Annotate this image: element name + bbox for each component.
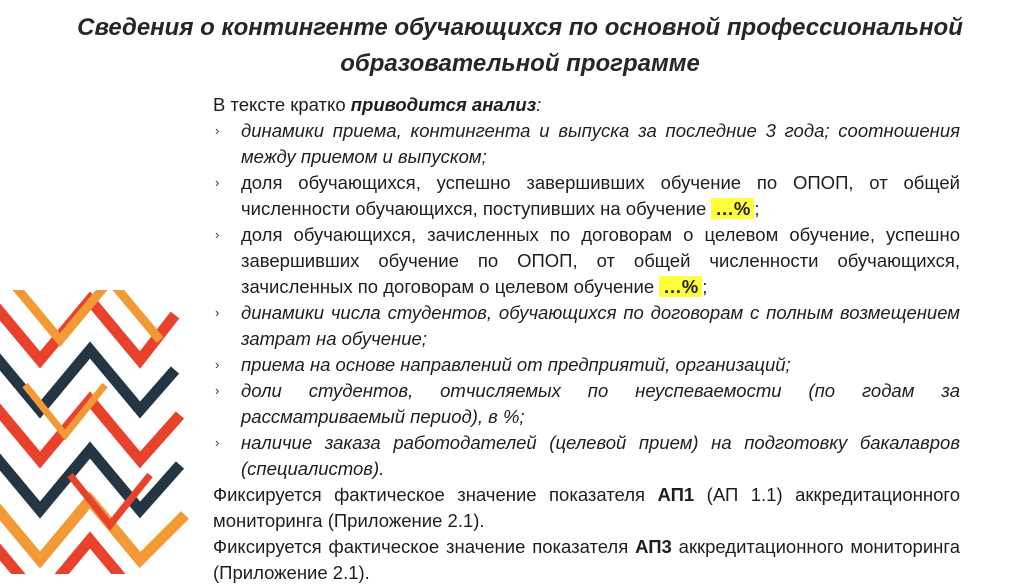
percent-placeholder: …%: [659, 276, 702, 297]
content-block: [213, 92, 960, 586]
list-item: [213, 222, 960, 300]
intro-emphasis: приводится анализ: [350, 94, 537, 115]
indicator-paragraph-ap1: [213, 482, 960, 534]
paragraph-tail: (АП 1.1) аккредитационного мониторинга (Приложение 2.1).: [213, 484, 960, 531]
bullet-icon: ›: [215, 305, 220, 320]
list-item-text: доли студентов, отчисляемых по неуспеваемости (по годам за рассматриваемый период), в %;: [241, 380, 960, 427]
list-item-text: доля обучающихся, зачисленных по договорам о целевом обучение, успешно завершивших обучение по ОПОП, от общей численности обучающихся, зачисленных по договорам о целевом обучение: [241, 224, 960, 297]
list-item-tail: ;: [702, 276, 708, 297]
list-item: [213, 378, 960, 430]
bullet-icon: ›: [215, 175, 220, 190]
decorative-chevron-pattern: [0, 290, 190, 574]
slide-title: [40, 10, 1000, 82]
list-item: [213, 430, 960, 482]
paragraph-text: Фиксируется фактическое значение показателя: [213, 536, 636, 557]
list-item-text: доля обучающихся, успешно завершивших обучение по ОПОП, от общей численности обучающихся, поступивших на обучение: [241, 172, 960, 219]
intro-line: [213, 92, 960, 118]
list-item-text: динамики приема, контингента и выпуска за последние 3 года; соотношения между приемом и выпуском;: [241, 120, 960, 167]
bullet-icon: ›: [215, 123, 220, 138]
paragraph-text: Фиксируется фактическое значение показателя: [213, 484, 658, 505]
indicator-code: АП1: [657, 484, 695, 505]
paragraph-tail: аккредитационного мониторинга (Приложение 2.1).: [213, 536, 961, 583]
slide-title-line-2: образовательной программе: [340, 50, 700, 77]
intro-tail: :: [536, 94, 542, 115]
intro-lead: В тексте кратко: [213, 94, 351, 115]
indicator-paragraph-ap3: [213, 534, 960, 586]
list-item: [213, 352, 960, 378]
bullet-icon: ›: [215, 227, 220, 242]
bullet-icon: ›: [215, 383, 220, 398]
list-item-tail: ;: [754, 198, 760, 219]
list-item: [213, 118, 960, 170]
bullet-icon: ›: [215, 435, 220, 450]
bullet-icon: ›: [215, 357, 220, 372]
list-item: [213, 170, 960, 222]
list-item-text: динамики числа студентов, обучающихся по договорам с полным возмещением затрат на обучение;: [241, 302, 960, 349]
list-item-text: наличие заказа работодателей (целевой прием) на подготовку бакалавров (специалистов).: [241, 432, 960, 479]
list-item: [213, 300, 960, 352]
list-item-text: приема на основе направлений от предприятий, организаций;: [241, 354, 791, 375]
analysis-list: [213, 118, 960, 482]
slide-title-line-1: Сведения о контингенте обучающихся по основной профессиональной: [77, 14, 963, 41]
percent-placeholder: …%: [711, 198, 754, 219]
indicator-code: АП3: [635, 536, 672, 557]
